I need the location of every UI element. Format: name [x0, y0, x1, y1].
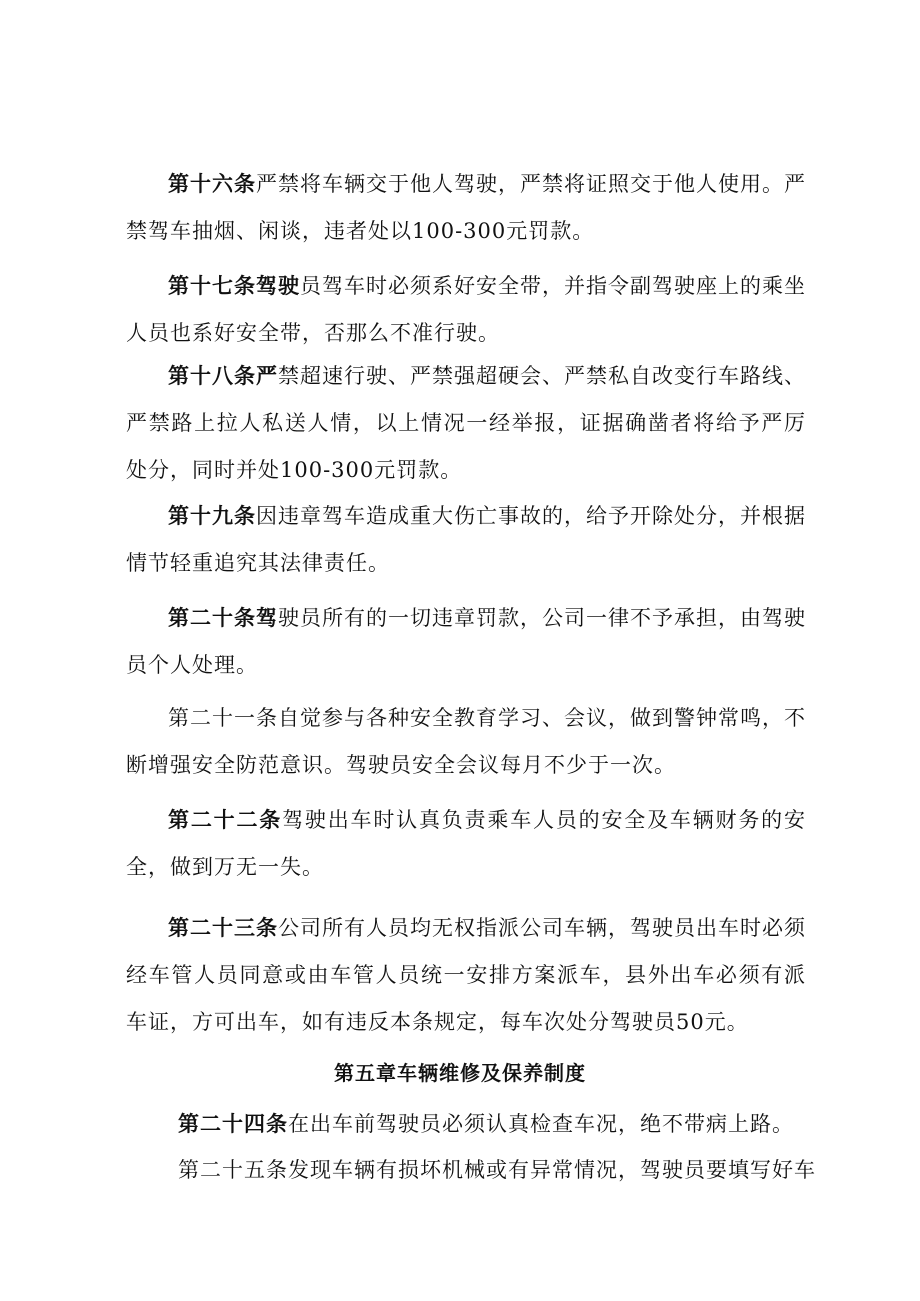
article-number: 第十八条严	[168, 363, 278, 388]
article-25	[136, 1146, 816, 1194]
article-text: 在出车前驾驶员必须认真检查车况，绝不带病上路。	[288, 1112, 794, 1136]
article-number: 第二十条驾	[168, 605, 278, 630]
article-text: 员驾车时必须系好安全带，并指令副驾驶座上的乘坐人员也系好安全带，否那么不准行驶。	[126, 274, 806, 345]
article-number: 第二十三条	[168, 915, 278, 940]
article-number: 第十九条	[168, 503, 256, 528]
article-18	[126, 352, 806, 494]
article-number: 第二十二条	[168, 807, 283, 832]
article-number: 第二十四条	[178, 1111, 288, 1136]
article-21	[126, 694, 806, 789]
article-number: 第十六条	[168, 171, 256, 196]
article-16	[126, 160, 806, 255]
article-text: 驾驶出车时认真负责乘车人员的安全及车辆财务的安全，做到万无一失。	[126, 808, 807, 879]
article-22	[126, 796, 806, 891]
article-23	[126, 904, 806, 1046]
article-number: 第十七条驾驶	[168, 273, 300, 298]
article-19	[126, 492, 806, 587]
chapter-title: 第五章车辆维修及保养制度	[334, 1061, 586, 1085]
article-text: 驶员所有的一切违章罚款，公司一律不予承担，由驾驶员个人处理。	[126, 606, 806, 677]
article-text: 第二十五条发现车辆有损坏机械或有异常情况，驾驶员要填写好车	[178, 1158, 816, 1182]
article-text: 严禁将车辆交于他人驾驶，严禁将证照交于他人使用。严禁驾车抽烟、闲谈，违者处以100-300元罚款。	[126, 172, 806, 243]
article-text: 公司所有人员均无权指派公司车辆，驾驶员出车时必须经车管人员同意或由车管人员统一安排方案派车，县外出车必须有派车证，方可出车，如有违反本条规定，每车次处分驾驶员50元。	[126, 916, 806, 1034]
article-20	[126, 594, 806, 689]
article-text: 第二十一条自觉参与各种安全教育学习、会议，做到警钟常鸣，不断增强安全防范意识。驾驶员安全会议每月不少于一次。	[126, 706, 806, 777]
article-text: 禁超速行驶、严禁强超硬会、严禁私自改变行车路线、严禁路上拉人私送人情，以上情况一经举报，证据确凿者将给予严厉处分，同时并处100-300元罚款。	[126, 364, 806, 482]
article-17	[126, 262, 806, 357]
article-text: 因违章驾车造成重大伤亡事故的，给予开除处分，并根据情节轻重追究其法律责任。	[126, 504, 806, 575]
article-24	[136, 1100, 816, 1148]
